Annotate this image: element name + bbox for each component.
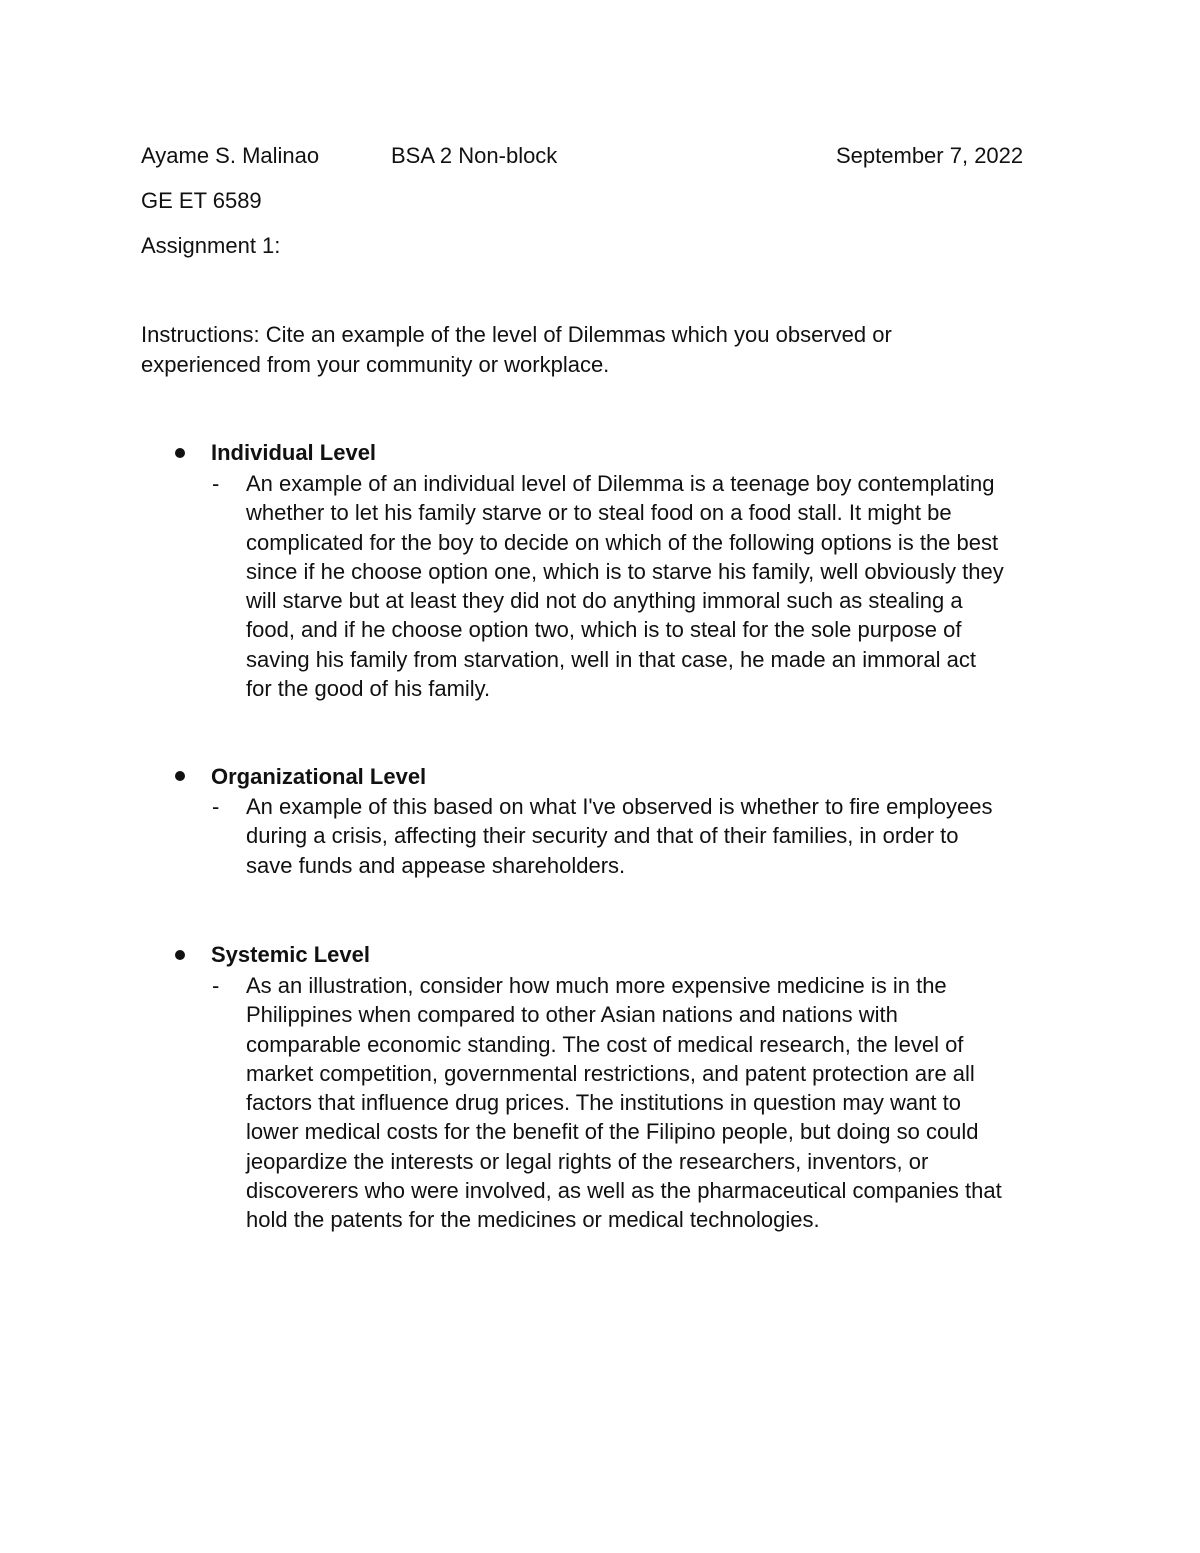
body-line: hold the patents for the medicines or medical technologies.: [246, 1207, 820, 1233]
body-line: discoverers who were involved, as well as the pharmaceutical companies that: [246, 1178, 1002, 1204]
section-body-organizational: [246, 792, 993, 880]
body-line: lower medical costs for the benefit of the Filipino people, but doing so could: [246, 1119, 979, 1145]
body-line: food, and if he choose option two, which is to steal for the sole purpose of: [246, 617, 962, 643]
body-line: saving his family from starvation, well in that case, he made an immoral act: [246, 646, 976, 672]
dash-marker: -: [212, 471, 220, 496]
instructions-line-2: experienced from your community or workplace.: [141, 352, 610, 377]
section-body-systemic: [246, 971, 1002, 1235]
body-line: Philippines when compared to other Asian nations and nations with: [246, 1002, 898, 1028]
body-line: market competition, governmental restrictions, and patent protection are all: [246, 1060, 975, 1086]
body-line: factors that influence drug prices. The institutions in question may want to: [246, 1090, 961, 1116]
instructions-line-1: Instructions: Cite an example of the level of Dilemmas which you observed or: [141, 322, 892, 347]
bullet-icon: [175, 448, 185, 458]
body-line: complicated for the boy to decide on which of the following options is the best: [246, 529, 999, 555]
body-line: jeopardize the interests or legal rights of the researchers, inventors, or: [246, 1148, 929, 1174]
body-line: comparable economic standing. The cost of medical research, the level of: [246, 1031, 964, 1057]
body-line: will starve but at least they did not do anything immoral such as stealing a: [246, 588, 963, 614]
dash-marker: -: [212, 794, 220, 819]
body-line: An example of this based on what I've observed is whether to fire employees: [246, 794, 993, 819]
section-body-individual: [246, 469, 1004, 703]
section-heading-organizational: Organizational Level: [211, 764, 427, 789]
body-line: since if he choose option one, which is to starve his family, well obviously they: [246, 558, 1004, 584]
body-line: for the good of his family.: [246, 676, 491, 702]
bullet-icon: [175, 950, 185, 960]
dash-marker: -: [212, 973, 220, 998]
body-line: As an illustration, consider how much more expensive medicine is in the: [246, 973, 947, 998]
body-line: during a crisis, affecting their security and that of their families, in order to: [246, 823, 959, 849]
section-heading-individual: Individual Level: [211, 440, 377, 465]
bullet-icon: [175, 771, 185, 781]
program-label: BSA 2 Non-block: [391, 143, 558, 168]
section-heading-systemic: Systemic Level: [211, 942, 370, 967]
course-code: GE ET 6589: [141, 188, 262, 213]
body-line: save funds and appease shareholders.: [246, 852, 626, 878]
document-date: September 7, 2022: [836, 143, 1024, 168]
assignment-title: Assignment 1:: [141, 233, 281, 258]
body-line: whether to let his family starve or to steal food on a food stall. It might be: [246, 500, 952, 526]
body-line: An example of an individual level of Dilemma is a teenage boy contemplating: [246, 471, 995, 496]
author-name: Ayame S. Malinao: [141, 143, 320, 168]
